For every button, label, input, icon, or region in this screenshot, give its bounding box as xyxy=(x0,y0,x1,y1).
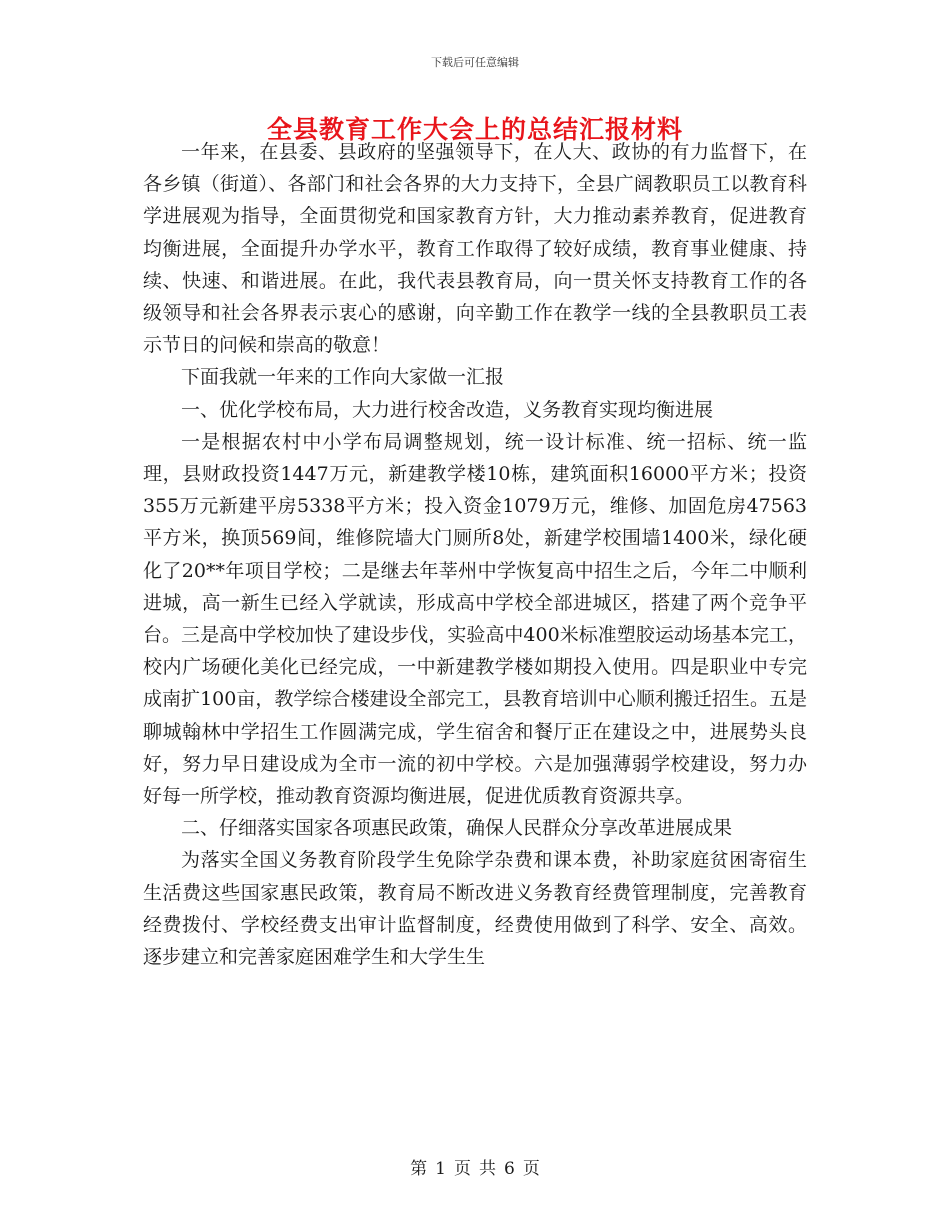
paragraph-report-lead: 下面我就一年来的工作向大家做一汇报 xyxy=(181,366,505,389)
footer-total-pages: 6 xyxy=(504,1159,515,1179)
document-body xyxy=(143,136,807,973)
footer-current-page: 1 xyxy=(435,1159,446,1179)
section-heading-1: 一、优化学校布局，大力进行校舍改造，义务教育实现均衡进展 xyxy=(181,398,714,421)
footer-total-word: 共 xyxy=(479,1159,496,1179)
document-title: 全县教育工作大会上的总结汇报材料 xyxy=(266,115,683,144)
section-heading-2: 二、仔细落实国家各项惠民政策，确保人民群众分享改革进展成果 xyxy=(181,817,733,840)
footer-prefix: 第 xyxy=(410,1159,428,1179)
paragraph-section-2: 为落实全国义务教育阶段学生免除学杂费和课本费，补助家庭贫困寄宿生生活费这些国家惠民政策，教育局不断改进义务教育经费管理制度，完善教育经费拨付、学校经费支出审计监督制度，经费使用做到了科学、安全、高效。逐步建立和完善家庭困难学生和大学生生 xyxy=(143,849,807,969)
header-note: 下载后可任意编辑 xyxy=(431,56,519,69)
footer-suffix: 页 xyxy=(522,1159,540,1179)
page-footer xyxy=(0,1154,950,1179)
paragraph-section-1: 一是根据农村中小学布局调整规划，统一设计标准、统一招标、统一监理，县财政投资1447万元，新建教学楼10栋，建筑面积16000平方米；投资355万元新建平房5338平方米；投入资金1079万元，维修、加固危房47563平方米，换顶569间，维修院墙大门厕所8处，新建学校围墙1400米，绿化硬化了20**年项目学校；二是继去年莘州中学恢复高中招生之后，今年二中顺利进城，高一新生已经入学就读，形成高中学校全部进城区，搭建了两个竞争平台。三是高中学校加快了建设步伐，实验高中400米标准塑胶运动场基本完工，校内广场硬化美化已经完成，一中新建教学楼如期投入使用。四是职业中专完成南扩100亩，教学综合楼建设全部完工，县教育培训中心顺利搬迁招生。五是聊城翰林中学招生工作圆满完成，学生宿舍和餐厅正在建设之中，进展势头良好，努力早日建设成为全市一流的初中学校。六是加强薄弱学校建设，努力办好每一所学校，推动教育资源均衡进展，促进优质教育资源共享。 xyxy=(143,430,807,808)
footer-page-word: 页 xyxy=(454,1159,471,1179)
paragraph-intro: 一年来，在县委、县政府的坚强领导下，在人大、政协的有力监督下，在各乡镇（街道）、各部门和社会各界的大力支持下，全县广阔教职员工以教育科学进展观为指导，全面贯彻党和国家教育方针，大力推动素养教育，促进教育均衡进展，全面提升办学水平，教育工作取得了较好成绩，教育事业健康、持续、快速、和谐进展。在此，我代表县教育局，向一贯关怀支持教育工作的各级领导和社会各界表示衷心的感谢，向辛勤工作在教学一线的全县教职员工表示节日的问候和崇高的敬意！ xyxy=(143,141,807,357)
